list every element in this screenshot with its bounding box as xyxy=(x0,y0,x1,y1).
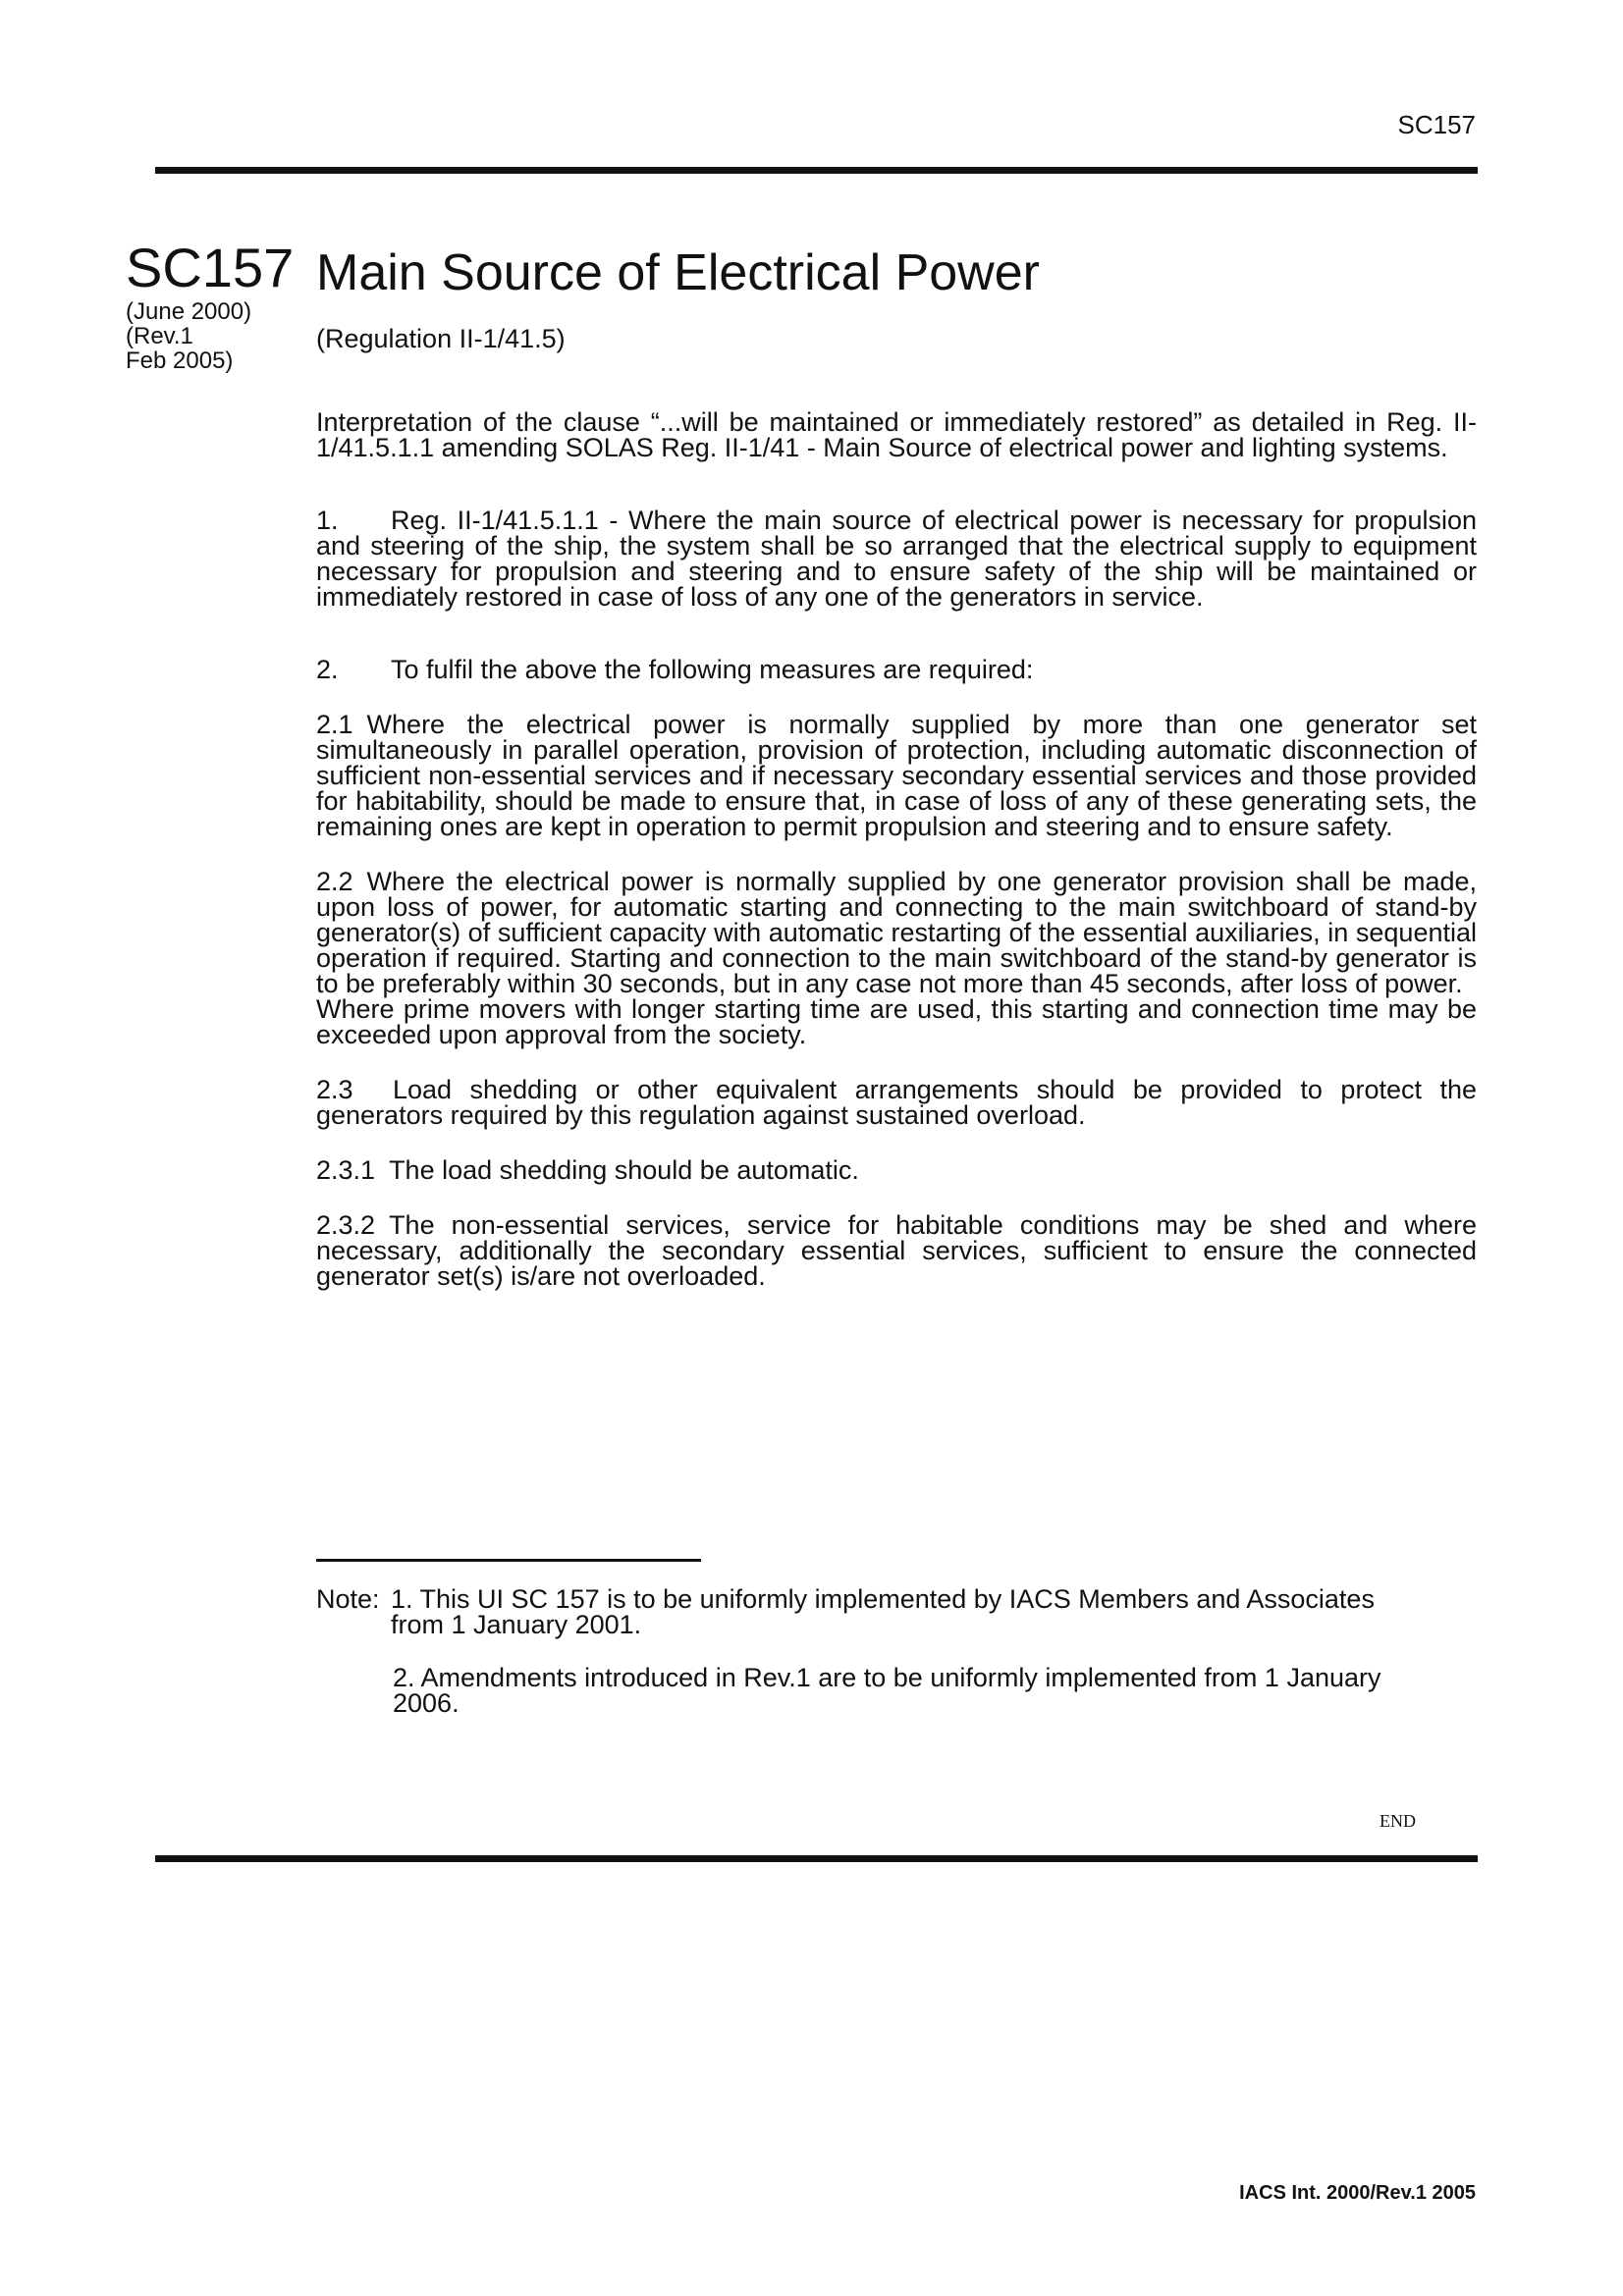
paragraph-2 xyxy=(316,657,1477,682)
end-mark: END xyxy=(1380,1811,1416,1831)
paragraph-text: Load shedding or other equivalent arrangements should be provided to protect the generators required by this regulation against sustained overload. xyxy=(316,1075,1477,1130)
note-2: 2. Amendments introduced in Rev.1 are to be uniformly implemented from 1 January 2006. xyxy=(393,1663,1381,1718)
paragraph-number: 2.2 xyxy=(316,867,353,896)
paragraph-2-3-2 xyxy=(316,1212,1477,1289)
paragraph-2-2 xyxy=(316,869,1477,1047)
note-text: 1. This UI SC 157 is to be uniformly implemented by IACS Members and Associates from 1 January 2001. xyxy=(391,1584,1375,1639)
paragraph-number: 1. xyxy=(316,506,339,535)
sidebar xyxy=(126,237,302,374)
sidebar-code: SC157 xyxy=(126,237,295,298)
top-divider xyxy=(155,167,1478,174)
note-1 xyxy=(316,1586,1426,1637)
paragraph-text: The non-essential services, service for habitable conditions may be shed and where necessary, additionally the secondary essential services, sufficient to ensure the connected generator set(s) is/are not overloaded. xyxy=(316,1210,1477,1291)
bottom-divider xyxy=(155,1855,1478,1862)
paragraph-text: The load shedding should be automatic. xyxy=(389,1155,859,1185)
note-label: Note: xyxy=(316,1584,380,1614)
paragraph-number: 2.3 xyxy=(316,1075,353,1104)
regulation-ref: (Regulation II-1/41.5) xyxy=(316,324,566,353)
paragraph-text: Reg. II-1/41.5.1.1 - Where the main source of electrical power is necessary for propulsion and steering of the ship, the system shall be so arranged that the electrical supply to equipment necessary for propulsion and steering and to ensure safety of the ship will be maintained or immediately restored in case of loss of any one of the generators in service. xyxy=(316,506,1477,612)
paragraph-number: 2.1 xyxy=(316,710,353,739)
body-content xyxy=(316,409,1477,1318)
paragraph-number: 2.3.1 xyxy=(316,1155,376,1185)
paragraph-text: Where the electrical power is normally supplied by more than one generator set simultaneously in parallel operation, provision of protection, including automatic disconnection of sufficient non-essential services and if necessary secondary essential services and those provided for habitability, should be made to ensure that, in case of loss of any of these generating sets, the remaining ones are kept in operation to permit propulsion and steering and to ensure safety. xyxy=(316,710,1477,841)
sidebar-date-line: (June 2000) xyxy=(126,298,252,325)
paragraph-2-3-1 xyxy=(316,1157,1477,1183)
page-title: Main Source of Electrical Power xyxy=(316,244,1040,301)
sidebar-dates xyxy=(126,299,302,373)
paragraph-2-1 xyxy=(316,712,1477,839)
paragraph-text-continued: Where prime movers with longer starting time are used, this starting and connection time may be exceeded upon approval from the society. xyxy=(316,994,1477,1049)
footnote-divider xyxy=(316,1559,701,1562)
paragraph-number: 2.3.2 xyxy=(316,1210,376,1240)
header-code: SC157 xyxy=(1397,110,1476,139)
footer-code: IACS Int. 2000/Rev.1 2005 xyxy=(1239,2182,1476,2204)
paragraph-number: 2. xyxy=(316,655,339,684)
paragraph-2-3 xyxy=(316,1077,1477,1128)
paragraph-text: To fulfil the above the following measures are required: xyxy=(391,655,1034,684)
intro-paragraph: Interpretation of the clause “...will be maintained or immediately restored” as detailed in Reg. II-1/41.5.1.1 amending SOLAS Reg. II-1/41 - Main Source of electrical power and lighting systems. xyxy=(316,407,1477,462)
sidebar-date-line: Feb 2005) xyxy=(126,347,234,374)
notes xyxy=(316,1586,1426,1716)
paragraph-text: Where the electrical power is normally supplied by one generator provision shall be made, upon loss of power, for automatic starting and connecting to the main switchboard of stand-by generator(s) of sufficient capacity with automatic restarting of the essential auxiliaries, in sequential operation if required. Starting and connection to the main switchboard of the stand-by generator is to be preferably within 30 seconds, but in any case not more than 45 seconds, after loss of power. xyxy=(316,867,1477,998)
sidebar-date-line: (Rev.1 xyxy=(126,323,193,349)
paragraph-1 xyxy=(316,507,1477,610)
